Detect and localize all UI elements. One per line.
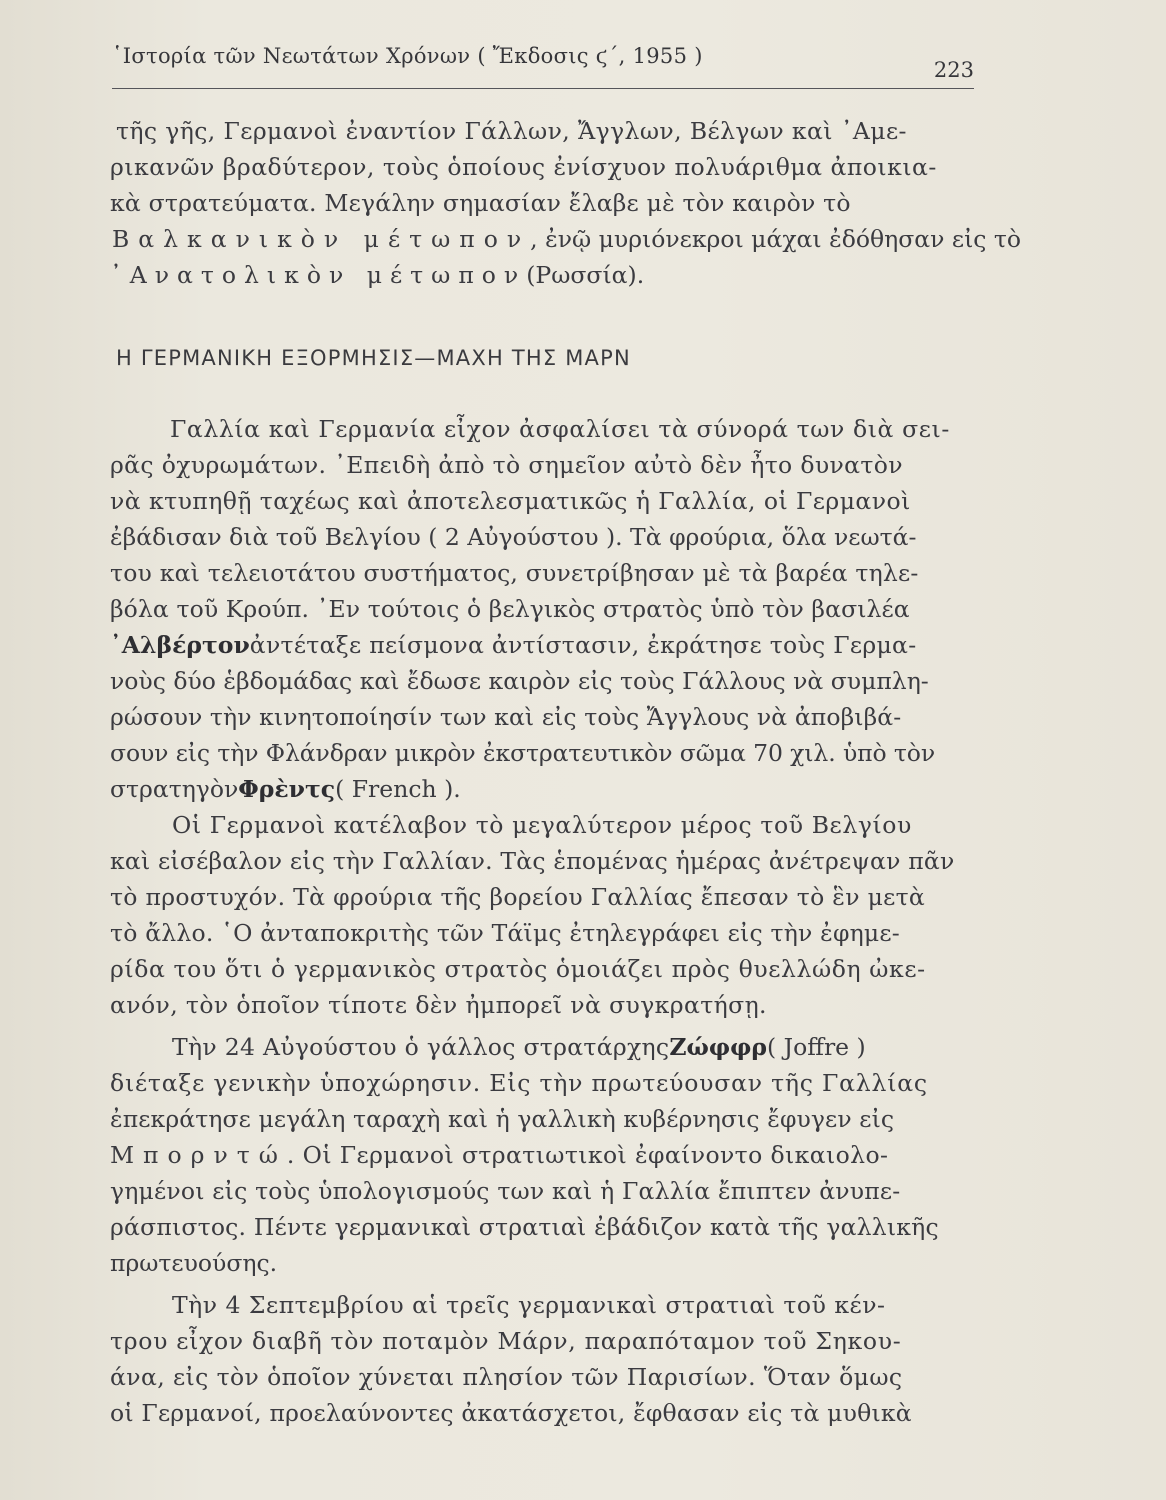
text-line: Τὴν 4 Σεπτεμβρίου αἱ τρεῖς γερμανικαὶ στρατιαὶ τοῦ κέν- [172, 1291, 886, 1319]
text-line: ἐβάδισαν διὰ τοῦ Βελγίου ( 2 Αὐγούστου ). Τὰ φρούρια, ὅλα νεωτά- [110, 523, 917, 551]
text-line: άνα, εἰς τὸν ὁποῖον χύνεται πλησίον τῶν Παρισίων. Ὅταν ὅμως [110, 1363, 903, 1391]
text-line: Τὴν 24 Αὐγούστου ὁ γάλλος στρατάρχηςΖώφφρ( Joffre ) [0, 1030, 1166, 1064]
emphasis-spaced: ᾿Ανατολικὸν μέτωπον [110, 261, 527, 289]
page-number: 223 [933, 58, 974, 82]
section-heading-line [0, 340, 1166, 374]
text-line: σουν εἰς τὴν Φλάνδραν μικρὸν ἐκστρατευτικὸν σῶμα 70 χιλ. ὑπὸ τὸν [110, 739, 936, 767]
text-line: ρικανῶν βραδύτερον, τοὺς ὁποίους ἐνίσχυον πολυάριθμα ἀποικια- [110, 153, 937, 181]
text-line: Οἱ Γερμανοὶ κατέλαβον τὸ μεγαλύτερον μέρος τοῦ Βελγίου [172, 811, 912, 839]
running-title: ῾Ιστορία τῶν Νεωτάτων Χρόνων ( Ἔκδοσις ϛ΄, 1955 ) [112, 44, 703, 68]
emphasis-bold: Ζώφφρ [669, 1033, 768, 1061]
emphasis-spaced: Μπορντώ [110, 1141, 287, 1169]
emphasis-bold: Φρὲντς [238, 775, 336, 803]
section-heading: Η ΓΕΡΜΑΝΙΚΗ ΕΞΟΡΜΗΣΙΣ—ΜΑΧΗ ΤΗΣ ΜΑΡΝ [116, 346, 631, 370]
text-line: κὰ στρατεύματα. Μεγάλην σημασίαν ἔλαβε μὲ τὸν καιρὸν τὸ [110, 189, 851, 217]
running-header [112, 44, 974, 89]
emphasis-spaced: Βαλκανικὸν μέτωπον [112, 225, 531, 253]
text-line: βόλα τοῦ Κρούπ. ᾿Εν τούτοις ὁ βελγικὸς στρατὸς ὑπὸ τὸν βασιλέα [110, 595, 910, 623]
text-line: τρου εἶχον διαβῆ τὸν ποταμὸν Μάρν, παραπόταμον τοῦ Σηκου- [110, 1327, 902, 1355]
text-line: γημένοι εἰς τοὺς ὑπολογισμούς των καὶ ἡ Γαλλία ἔπιπτεν ἀνυπε- [110, 1177, 901, 1205]
text-line: ρίδα του ὅτι ὁ γερμανικὸς στρατὸς ὁμοιάζει πρὸς θυελλώδη ὠκε- [110, 955, 926, 983]
text-line: ἐπεκράτησε μεγάλη ταραχὴ καὶ ἡ γαλλικὴ κυβέρνησις ἔφυγεν εἰς [110, 1105, 895, 1133]
text-line: διέταξε γενικὴν ὑποχώρησιν. Εἰς τὴν πρωτεύουσαν τῆς Γαλλίας [110, 1069, 928, 1097]
text-line: ρώσουν τὴν κινητοποίησίν των καὶ εἰς τοὺς Ἄγγλους νὰ ἀποβιβά- [110, 703, 902, 731]
text-line: ᾿Αλβέρτονἀντέταξε πείσμονα ἀντίστασιν, ἐκράτησε τοὺς Γερμα- [0, 628, 1166, 662]
text-line: πρωτευούσης. [110, 1249, 278, 1277]
text-line: Γαλλία καὶ Γερμανία εἶχον ἀσφαλίσει τὰ σύνορά των διὰ σει- [170, 415, 950, 443]
text-line: ᾿Ανατολικὸν μέτωπον(Ρωσσία). [0, 258, 1166, 292]
text-line: του καὶ τελειοτάτου συστήματος, συνετρίβησαν μὲ τὰ βαρέα τηλε- [110, 559, 919, 587]
text-line: Μπορντώ. Οἱ Γερμανοὶ στρατιωτικοὶ ἐφαίνοντο δικαιολο- [0, 1138, 1166, 1172]
text-line: Βαλκανικὸν μέτωπον, ἐνῷ μυριόνεκροι μάχαι ἐδόθησαν εἰς τὸ [0, 222, 1166, 256]
text-line: ράσπιστος. Πέντε γερμανικαὶ στρατιαὶ ἐβάδιζον κατὰ τῆς γαλλικῆς [110, 1213, 939, 1241]
text-line: νοὺς δύο ἑβδομάδας καὶ ἔδωσε καιρὸν εἰς τοὺς Γάλλους νὰ συμπλη- [110, 667, 929, 695]
text-line: ρᾶς ὀχυρωμάτων. ᾿Επειδὴ ἀπὸ τὸ σημεῖον αὐτὸ δὲν ἦτο δυνατὸν [110, 451, 903, 479]
text-line: ανόν, τὸν ὁποῖον τίποτε δὲν ἠμπορεῖ νὰ συγκρατήσῃ. [110, 991, 767, 1019]
text-line: οἱ Γερμανοί, προελαύνοντες ἀκατάσχετοι, ἔφθασαν εἰς τὰ μυθικὰ [110, 1399, 912, 1427]
text-line: νὰ κτυπηθῇ ταχέως καὶ ἀποτελεσματικῶς ἡ Γαλλία, οἱ Γερμανοὶ [110, 487, 911, 515]
text-line: στρατηγὸνΦρὲντς( French ). [0, 772, 1166, 806]
text-line: τὸ προστυχόν. Τὰ φρούρια τῆς βορείου Γαλλίας ἔπεσαν τὸ ἓν μετὰ [110, 883, 926, 911]
text-line: τῆς γῆς, Γερμανοὶ ἐναντίον Γάλλων, Ἄγγλων, Βέλγων καὶ ᾿Αμε- [116, 117, 907, 145]
text-line: τὸ ἄλλο. ῾Ο ἀνταποκριτὴς τῶν Τάϊμς ἐτηλεγράφει εἰς τὴν ἐφημε- [110, 919, 900, 947]
text-line: καὶ εἰσέβαλον εἰς τὴν Γαλλίαν. Τὰς ἑπομένας ἡμέρας ἀνέτρεψαν πᾶν [110, 847, 955, 875]
emphasis-bold: ᾿Αλβέρτον [110, 631, 250, 659]
